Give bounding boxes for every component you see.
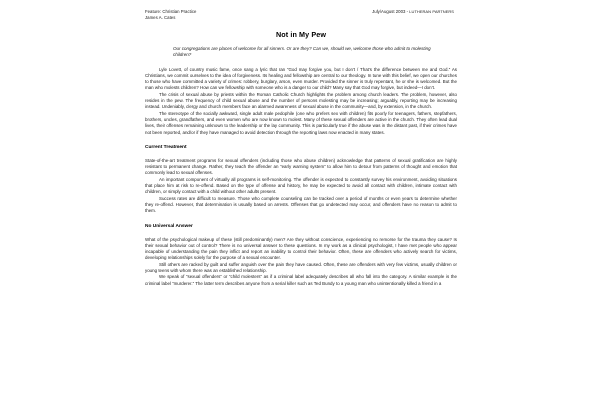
page-title: Not in My Pew bbox=[275, 30, 327, 39]
section-body bbox=[145, 237, 457, 287]
section-current-treatment bbox=[145, 145, 457, 215]
issue-date: July/August 2003 - bbox=[372, 9, 410, 14]
running-head-left bbox=[145, 9, 196, 21]
paragraph: An important component of virtually all programs is self-monitoring. The offender is expected to constantly survey his environment, avoiding situations that place him at risk to re-offend. Based on the type of offense and history, he may be expected to avoid all contact with children, intimate contact with children, or simply contact with a child without other adults present. bbox=[145, 176, 457, 195]
paragraph: Still others are racked by guilt and suffer anguish over the pain they have caused. Often, these are offenders with very few victims, usually children or young teens with whom there was an established relationship. bbox=[145, 261, 457, 274]
running-head-right bbox=[372, 9, 457, 15]
author-name: James A. Cates bbox=[145, 15, 176, 20]
running-head bbox=[145, 9, 457, 21]
paragraph: The crisis of sexual abuse by priests within the Roman Catholic Church highlights the problem among church leaders. The problem, however, also resides in the pew. The frequency of child sexual abuse and the number of persons molesting may be increasing; arguably, reporting may be increasing instead. Undeniably, clergy and church members face an alarmed awareness of sexual abuse in the community—and, by extension, in the church. bbox=[145, 91, 457, 110]
section-body bbox=[145, 158, 457, 215]
feature-category: Feature: Christian Practice bbox=[145, 9, 197, 14]
paragraph: Success rates are difficult to measure. Those who complete counseling can be tracked over a period of months or even years to determine whether they re-offend. However, that determination is usually based on arrests. Offenses that go undetected may occur, and offenders have no reason to admit to them. bbox=[145, 195, 457, 214]
paragraph: Lyle Lovett, of country music fame, once sang a lyric that ran “God may forgive you, but I don’t / That’s the difference between me and God.” As Christians, we commit ourselves to the idea of forgiveness. Its healing and fellowship are central to our theology. In tune with this belief, we open our churches to those who have committed a variety of crimes: robbery, burglary, arson, even murder. Provided the sinner is truly repentant, he or she is welcomed. But the man who molests children? How can we fellowship with someone who is a danger to our child? Many say that God may forgive, but indeed—I don’t. bbox=[145, 66, 457, 91]
article-body bbox=[145, 67, 457, 136]
page-content-column bbox=[145, 9, 457, 287]
section-heading: No Universal Answer bbox=[145, 223, 193, 229]
paragraph: We speak of “sexual offenders” or “child molesters” as if a criminal label adequately describes all who fall into the category. A similar example is the criminal label “murderer.” The latter term describes anyone from a serial killer such as Ted Bundy to a young man who unintentionally killed a friend in a bbox=[145, 274, 457, 286]
paragraph: The stereotype of the socially awkward, single adult male pedophile (one who prefers sex with children) fits poorly for teenagers, fathers, stepfathers, brothers, uncles, grandfathers, and even women who are now known to molest. Many of these sexual offenders are active in the church. They often lead dual lives, their offenses remaining unknown to the leadership or the lay community. This is particularly true if the abuse was in the distant past, if their crimes have not been reported, and/or if they have managed to avoid detection through the reporting laws now enacted in many states. bbox=[145, 110, 457, 135]
paragraph: What of the psychological makeup of these (still predominantly) men? Are they without conscience, experiencing no remorse for the trauma they cause? Is their sexual behavior out of control? There is no universal answer to these questions. In my work as a clinical psychologist, I have met people who appear incapable of understanding the pain they inflict and report an inability to control their behavior. Often, these are offenders who actively search for victims, developing relationships solely for the purpose of a sexual encounter. bbox=[145, 236, 457, 261]
section-heading: Current Treatment bbox=[145, 144, 187, 150]
publication-name: lutheran partners bbox=[409, 9, 454, 15]
paragraph: State-of-the-art treatment programs for sexual offenders (including those who abuse children) acknowledge that patterns of sexual gratification are highly resistant to permanent change. Rather, they teach the offender an “early warning system” to allow him to detour from patterns of thought and emotion that commonly lead to sexual offenses. bbox=[145, 157, 457, 176]
section-no-universal-answer bbox=[145, 224, 457, 287]
article-deck: Our congregations are places of welcome for all sinners. Or are they? Can we, should we, welcome those who admit to molesting children? bbox=[173, 46, 431, 58]
